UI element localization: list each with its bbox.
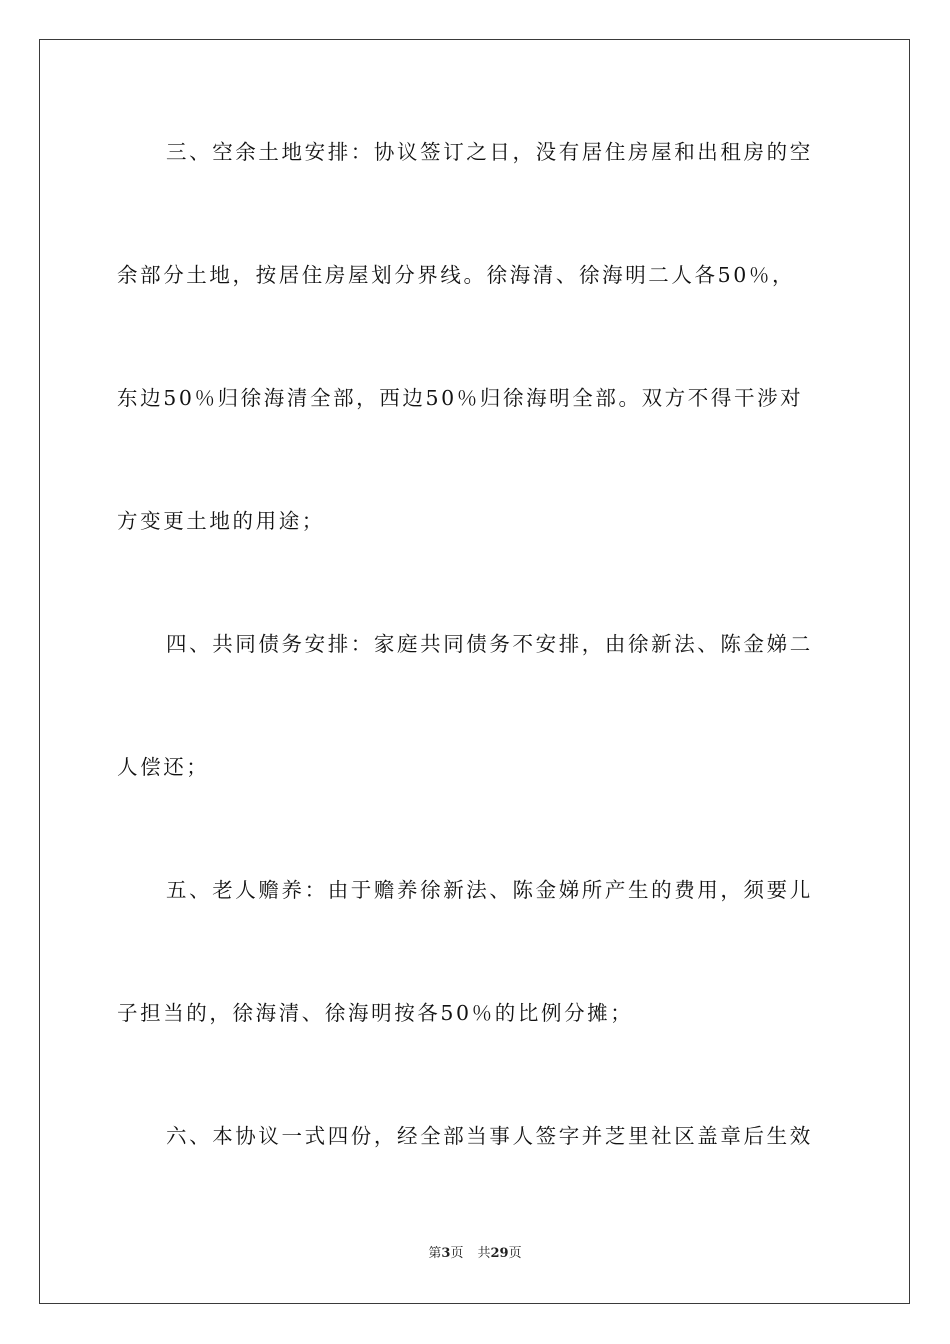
paragraph-line: 东边50％归徐海清全部，西边50％归徐海明全部。双方不得干涉对: [117, 386, 804, 410]
total-prefix: 共: [477, 1246, 491, 1261]
paragraph-line: 余部分土地，按居住房屋划分界线。徐海清、徐海明二人各50％，: [117, 263, 796, 287]
paragraph-line: 方变更土地的用途；: [117, 509, 325, 533]
paragraph-line: 人偿还；: [117, 755, 210, 779]
paragraph-line: 五、老人赡养：由于赡养徐新法、陈金娣所产生的费用，须要儿: [166, 878, 813, 902]
paragraph-line: 六、本协议一式四份，经全部当事人签字并芝里社区盖章后生效: [166, 1124, 813, 1148]
paragraph-line: 子担当的，徐海清、徐海明按各50％的比例分摊；: [117, 1001, 634, 1025]
page-suffix: 页: [450, 1246, 464, 1261]
page-footer: [0, 1244, 950, 1264]
page-prefix: 第: [428, 1246, 442, 1261]
document-body: [117, 128, 833, 1235]
total-pages: 29: [490, 1246, 509, 1261]
paragraph-line: 四、共同债务安排：家庭共同债务不安排，由徐新法、陈金娣二: [166, 632, 813, 656]
page-number: 3: [441, 1246, 451, 1261]
paragraph-line: 三、空余土地安排：协议签订之日，没有居住房屋和出租房的空: [166, 140, 813, 164]
total-suffix: 页: [508, 1246, 522, 1261]
